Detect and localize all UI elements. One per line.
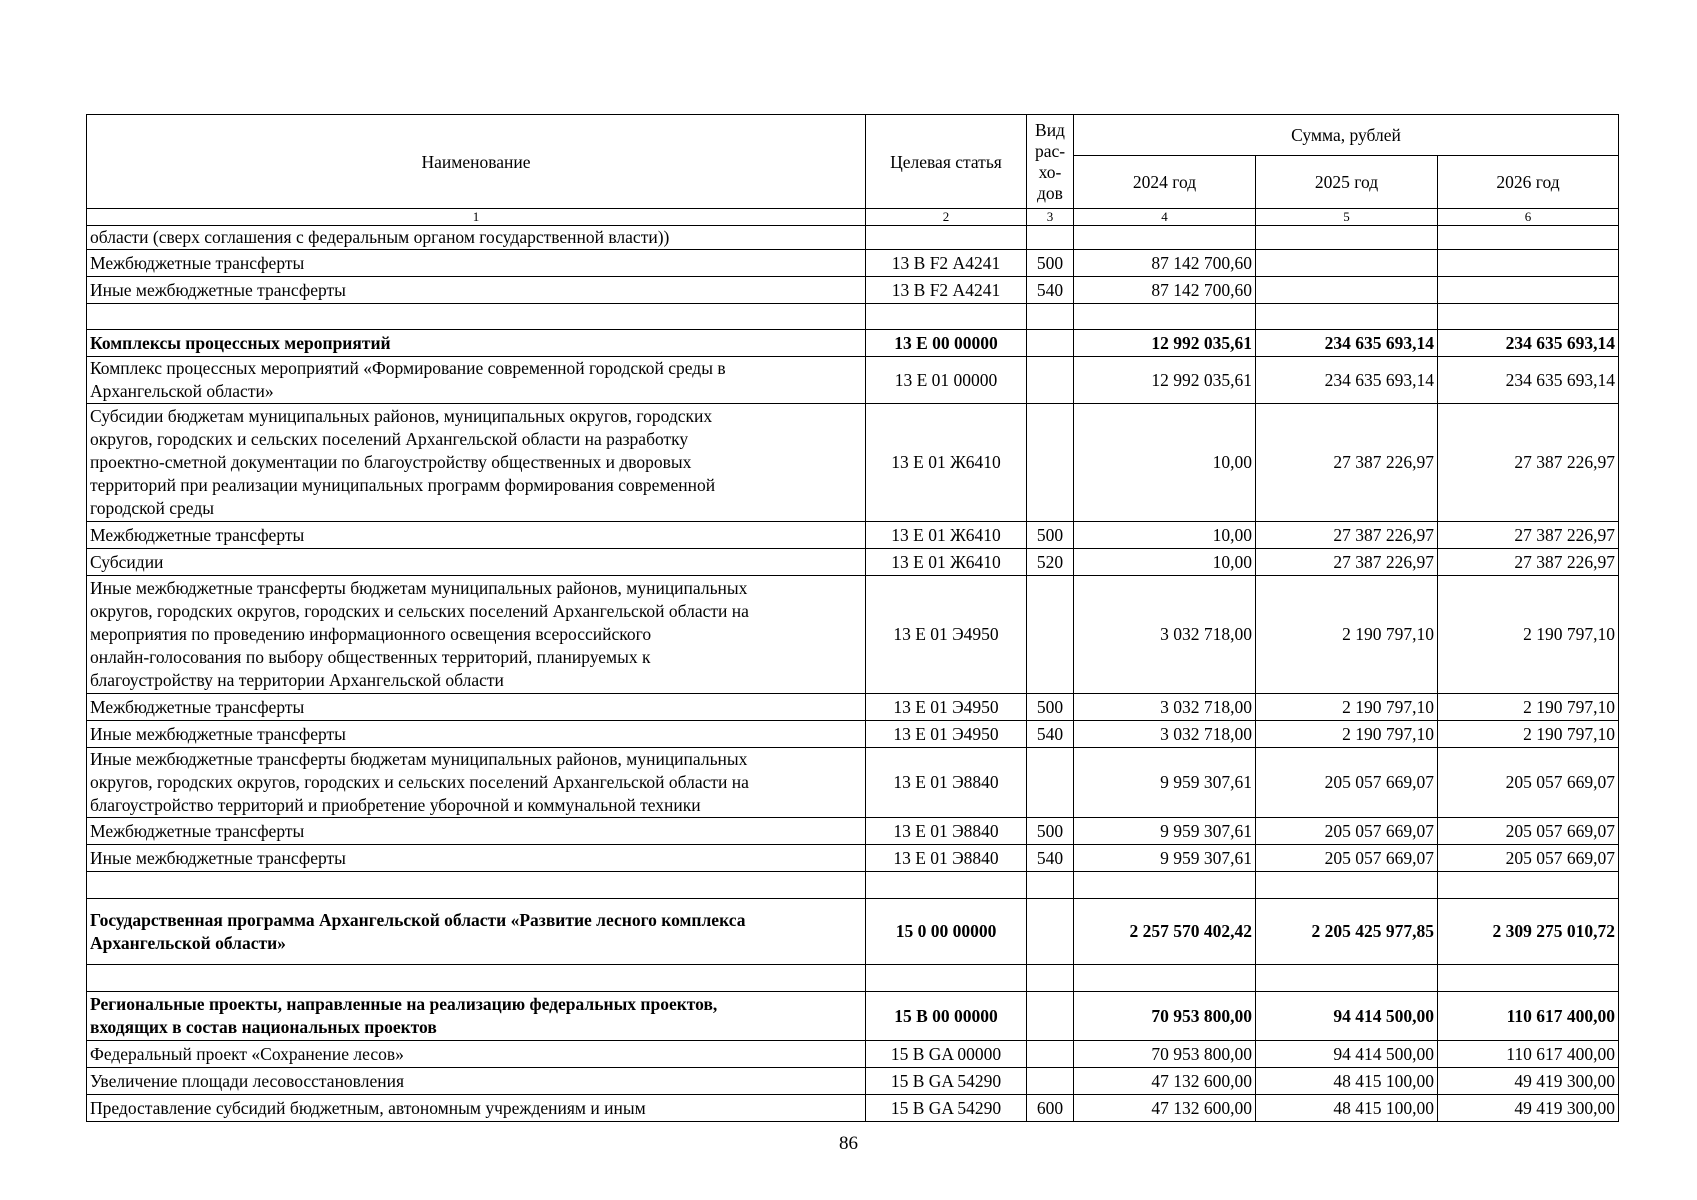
row-target-code (866, 226, 1027, 250)
row-amount-2024: 10,00 (1074, 549, 1256, 576)
table-row (87, 694, 1619, 721)
table-row (87, 1095, 1619, 1122)
row-name-line: Архангельской области» (90, 932, 286, 953)
row-amount-2025: 48 415 100,00 (1256, 1095, 1438, 1122)
row-expense-type: 500 (1027, 250, 1074, 277)
row-name (87, 277, 866, 304)
table-row (87, 226, 1619, 250)
table-row (87, 899, 1619, 965)
row-name-line: Межбюджетные трансферты (90, 252, 305, 273)
row-target-code: 13 Е 01 Э4950 (866, 694, 1027, 721)
row-name-line: проектно-сметной документации по благоустройству общественных и дворовых (90, 452, 692, 472)
row-name-line: Межбюджетные трансферты (90, 524, 305, 545)
row-name-line: Архангельской области» (90, 381, 274, 401)
table-row (87, 549, 1619, 576)
row-amount-2024: 70 953 800,00 (1074, 1041, 1256, 1068)
column-number: 3 (1027, 209, 1074, 226)
row-target-code (866, 965, 1027, 992)
row-name (87, 1041, 866, 1068)
row-target-code: 13 Е 00 00000 (866, 330, 1027, 357)
row-amount-2026: 49 419 300,00 (1438, 1068, 1619, 1095)
row-expense-type (1027, 304, 1074, 330)
row-amount-2026 (1438, 965, 1619, 992)
row-amount-2024: 12 992 035,61 (1074, 357, 1256, 404)
table-row (87, 965, 1619, 992)
row-expense-type: 600 (1027, 1095, 1074, 1122)
row-name-line: Иные межбюджетные трансферты бюджетам муниципальных районов, муниципальных (90, 749, 748, 769)
row-target-code: 13 Е 01 Э8840 (866, 748, 1027, 818)
row-name-line: Иные межбюджетные трансферты (90, 723, 346, 744)
table-row (87, 404, 1619, 522)
col-header-type (1027, 115, 1074, 209)
table-row (87, 992, 1619, 1041)
row-expense-type (1027, 226, 1074, 250)
row-expense-type: 520 (1027, 549, 1074, 576)
col-header-2025: 2025 год (1256, 156, 1438, 209)
row-expense-type (1027, 965, 1074, 992)
row-name (87, 404, 866, 522)
row-expense-type (1027, 992, 1074, 1041)
row-amount-2025 (1256, 304, 1438, 330)
row-expense-type: 540 (1027, 277, 1074, 304)
row-name (87, 1095, 866, 1122)
column-number: 6 (1438, 209, 1619, 226)
table-row (87, 721, 1619, 748)
row-expense-type (1027, 899, 1074, 965)
row-amount-2024: 3 032 718,00 (1074, 694, 1256, 721)
column-number: 2 (866, 209, 1027, 226)
row-amount-2026: 234 635 693,14 (1438, 357, 1619, 404)
row-amount-2026: 205 057 669,07 (1438, 748, 1619, 818)
row-amount-2026: 49 419 300,00 (1438, 1095, 1619, 1122)
col-header-type-line: хо- (1038, 161, 1062, 182)
row-expense-type (1027, 1068, 1074, 1095)
col-header-type-line: рас- (1034, 140, 1066, 161)
row-name (87, 965, 866, 992)
row-expense-type: 540 (1027, 845, 1074, 872)
row-name-line: Федеральный проект «Сохранение лесов» (90, 1043, 404, 1064)
row-target-code: 15 В 00 00000 (866, 992, 1027, 1041)
row-name (87, 357, 866, 404)
row-name-line: городской среды (90, 498, 214, 518)
table-row (87, 1068, 1619, 1095)
row-amount-2025: 94 414 500,00 (1256, 992, 1438, 1041)
table-row (87, 845, 1619, 872)
row-amount-2024 (1074, 872, 1256, 899)
row-amount-2025: 48 415 100,00 (1256, 1068, 1438, 1095)
row-amount-2024: 47 132 600,00 (1074, 1095, 1256, 1122)
row-amount-2024: 87 142 700,60 (1074, 250, 1256, 277)
row-expense-type: 500 (1027, 818, 1074, 845)
row-name-line: округов, городских и сельских поселений Архангельской области на разработку (90, 429, 689, 449)
row-name-line: Иные межбюджетные трансферты бюджетам муниципальных районов, муниципальных (90, 578, 748, 598)
table-row (87, 277, 1619, 304)
row-amount-2025: 205 057 669,07 (1256, 748, 1438, 818)
row-amount-2024: 10,00 (1074, 404, 1256, 522)
row-amount-2026: 205 057 669,07 (1438, 818, 1619, 845)
table-header (87, 115, 1619, 226)
row-target-code: 13 Е 01 Э4950 (866, 576, 1027, 694)
row-target-code: 13 В F2 А4241 (866, 277, 1027, 304)
row-amount-2024: 9 959 307,61 (1074, 748, 1256, 818)
row-amount-2026: 2 190 797,10 (1438, 576, 1619, 694)
row-target-code: 15 0 00 00000 (866, 899, 1027, 965)
page-number: 86 (839, 1133, 858, 1154)
row-name-line: Межбюджетные трансферты (90, 696, 305, 717)
table-row (87, 872, 1619, 899)
row-amount-2024: 9 959 307,61 (1074, 818, 1256, 845)
row-amount-2024 (1074, 304, 1256, 330)
row-expense-type: 500 (1027, 522, 1074, 549)
row-name (87, 694, 866, 721)
row-name-line: области (сверх соглашения с федеральным органом государственной власти)) (90, 227, 670, 247)
row-amount-2026: 110 617 400,00 (1438, 1041, 1619, 1068)
row-expense-type (1027, 1041, 1074, 1068)
row-name-line: Иные межбюджетные трансферты (90, 279, 346, 300)
row-target-code: 13 Е 01 Э8840 (866, 818, 1027, 845)
row-name (87, 721, 866, 748)
row-name-line: мероприятия по проведению информационного освещения всероссийского (90, 624, 652, 644)
row-expense-type (1027, 576, 1074, 694)
row-name-line: территорий при реализации муниципальных программ формирования современной (90, 475, 716, 495)
row-name-line: Увеличение площади лесовосстановления (90, 1070, 404, 1091)
col-header-2024: 2024 год (1074, 156, 1256, 209)
row-amount-2026 (1438, 277, 1619, 304)
row-name-line: Комплексы процессных мероприятий (90, 332, 391, 353)
row-target-code (866, 872, 1027, 899)
col-header-target: Целевая статья (866, 115, 1027, 209)
row-amount-2025: 234 635 693,14 (1256, 330, 1438, 357)
row-target-code: 13 Е 01 Ж6410 (866, 404, 1027, 522)
row-expense-type (1027, 404, 1074, 522)
row-amount-2024: 2 257 570 402,42 (1074, 899, 1256, 965)
table-row (87, 357, 1619, 404)
row-name-line: Субсидии (90, 551, 164, 572)
table-row (87, 522, 1619, 549)
row-amount-2024 (1074, 965, 1256, 992)
row-target-code: 13 Е 01 00000 (866, 357, 1027, 404)
row-amount-2026 (1438, 304, 1619, 330)
row-name-line: Иные межбюджетные трансферты (90, 847, 346, 868)
row-name-line: благоустройству на территории Архангельской области (90, 670, 504, 690)
row-name (87, 818, 866, 845)
table-row (87, 250, 1619, 277)
row-amount-2024: 9 959 307,61 (1074, 845, 1256, 872)
col-header-2026: 2026 год (1438, 156, 1619, 209)
row-name (87, 845, 866, 872)
row-amount-2025 (1256, 250, 1438, 277)
row-name-line: Государственная программа Архангельской области «Развитие лесного комплекса (90, 909, 746, 930)
column-number: 4 (1074, 209, 1256, 226)
table-row (87, 818, 1619, 845)
row-name-line: Межбюджетные трансферты (90, 820, 305, 841)
row-name (87, 250, 866, 277)
row-name-line: Субсидии бюджетам муниципальных районов, муниципальных округов, городских (90, 406, 713, 426)
row-amount-2025: 205 057 669,07 (1256, 845, 1438, 872)
table-row (87, 330, 1619, 357)
row-name-line: округов, городских округов, городских и сельских поселений Архангельской области на (90, 601, 749, 621)
col-header-name: Наименование (87, 115, 866, 209)
row-amount-2025: 2 190 797,10 (1256, 576, 1438, 694)
row-amount-2025: 27 387 226,97 (1256, 549, 1438, 576)
row-amount-2025: 27 387 226,97 (1256, 522, 1438, 549)
row-expense-type (1027, 748, 1074, 818)
row-target-code: 13 Е 01 Э8840 (866, 845, 1027, 872)
row-target-code: 15 В GA 00000 (866, 1041, 1027, 1068)
row-target-code: 13 Е 01 Э4950 (866, 721, 1027, 748)
row-amount-2024: 10,00 (1074, 522, 1256, 549)
row-target-code: 13 В F2 А4241 (866, 250, 1027, 277)
row-amount-2026: 234 635 693,14 (1438, 330, 1619, 357)
row-amount-2026: 2 190 797,10 (1438, 694, 1619, 721)
row-amount-2026: 2 190 797,10 (1438, 721, 1619, 748)
row-amount-2024: 47 132 600,00 (1074, 1068, 1256, 1095)
row-expense-type (1027, 872, 1074, 899)
row-name-line: округов, городских округов, городских и сельских поселений Архангельской области на (90, 772, 749, 792)
row-name-line: Региональные проекты, направленные на реализацию федеральных проектов, (90, 994, 718, 1014)
row-target-code (866, 304, 1027, 330)
row-name (87, 330, 866, 357)
row-name (87, 1068, 866, 1095)
row-amount-2025 (1256, 872, 1438, 899)
row-amount-2024: 3 032 718,00 (1074, 576, 1256, 694)
row-expense-type: 500 (1027, 694, 1074, 721)
row-target-code: 15 В GA 54290 (866, 1095, 1027, 1122)
row-name (87, 549, 866, 576)
row-amount-2026: 27 387 226,97 (1438, 404, 1619, 522)
row-amount-2026: 27 387 226,97 (1438, 522, 1619, 549)
table-row (87, 304, 1619, 330)
row-amount-2026: 2 309 275 010,72 (1438, 899, 1619, 965)
row-amount-2024: 70 953 800,00 (1074, 992, 1256, 1041)
column-number-row (87, 209, 1619, 226)
row-name-line: Комплекс процессных мероприятий «Формирование современной городской среды в (90, 358, 726, 378)
col-header-sum: Сумма, рублей (1074, 115, 1619, 156)
row-amount-2026: 205 057 669,07 (1438, 845, 1619, 872)
row-name (87, 872, 866, 899)
row-amount-2026 (1438, 250, 1619, 277)
budget-table (86, 114, 1619, 1122)
column-number: 1 (87, 209, 866, 226)
row-target-code: 13 Е 01 Ж6410 (866, 522, 1027, 549)
row-amount-2026: 110 617 400,00 (1438, 992, 1619, 1041)
table-body (87, 226, 1619, 1122)
row-name (87, 899, 866, 965)
row-name (87, 576, 866, 694)
table-row (87, 748, 1619, 818)
row-amount-2025: 205 057 669,07 (1256, 818, 1438, 845)
table-row (87, 576, 1619, 694)
table-row (87, 1041, 1619, 1068)
row-amount-2025: 2 190 797,10 (1256, 694, 1438, 721)
col-header-type-line: Вид (1035, 119, 1065, 140)
row-target-code: 13 Е 01 Ж6410 (866, 549, 1027, 576)
row-amount-2024: 87 142 700,60 (1074, 277, 1256, 304)
row-amount-2024: 12 992 035,61 (1074, 330, 1256, 357)
col-header-type-line: дов (1037, 182, 1063, 203)
row-name (87, 992, 866, 1041)
row-amount-2026 (1438, 872, 1619, 899)
row-expense-type: 540 (1027, 721, 1074, 748)
row-name-line: Предоставление субсидий бюджетным, автономным учреждениям и иным (90, 1097, 646, 1118)
row-amount-2024 (1074, 226, 1256, 250)
row-name-line: входящих в состав национальных проектов (90, 1017, 437, 1037)
row-amount-2025: 2 190 797,10 (1256, 721, 1438, 748)
row-amount-2025 (1256, 965, 1438, 992)
row-amount-2026 (1438, 226, 1619, 250)
row-amount-2025 (1256, 226, 1438, 250)
row-amount-2024: 3 032 718,00 (1074, 721, 1256, 748)
row-amount-2025: 2 205 425 977,85 (1256, 899, 1438, 965)
row-expense-type (1027, 357, 1074, 404)
column-number: 5 (1256, 209, 1438, 226)
row-amount-2025: 94 414 500,00 (1256, 1041, 1438, 1068)
row-name (87, 304, 866, 330)
row-name-line: благоустройство территорий и приобретение уборочной и коммунальной техники (90, 795, 701, 815)
row-target-code: 15 В GA 54290 (866, 1068, 1027, 1095)
row-amount-2026: 27 387 226,97 (1438, 549, 1619, 576)
row-name (87, 522, 866, 549)
row-amount-2025: 234 635 693,14 (1256, 357, 1438, 404)
row-name (87, 226, 866, 250)
row-name-line: онлайн-голосования по выбору общественных территорий, планируемых к (90, 647, 651, 667)
row-amount-2025 (1256, 277, 1438, 304)
row-amount-2025: 27 387 226,97 (1256, 404, 1438, 522)
row-name (87, 748, 866, 818)
row-expense-type (1027, 330, 1074, 357)
